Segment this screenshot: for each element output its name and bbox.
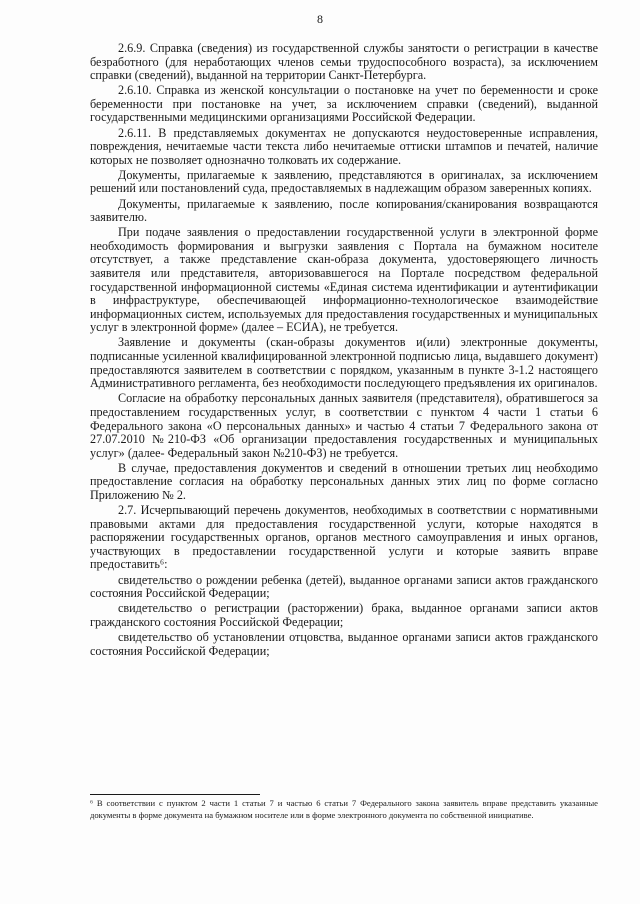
- paragraph: Согласие на обработку персональных данных заявителя (представителя), обратившегося за предоставлением государственных услуг, в соответствии с пунктом 4 части 1 статьи 6 Федерального закона «О персональных данных» и частью 4 статьи 7 Федерального закона от 27.07.2010 №210-ФЗ «Об организации предоставления государственных и муниципальных услуг» (далее- Федеральный закон №210-ФЗ) не требуется.: [90, 391, 598, 460]
- list-item: свидетельство об установлении отцовства, выданное органами записи актов гражданского состояния Российской Федерации;: [90, 629, 598, 658]
- page-number: 8: [317, 12, 323, 26]
- paragraph: Документы, прилагаемые к заявлению, после копирования/сканирования возвращаются заявителю.: [90, 196, 598, 225]
- paragraph: 2.6.9. Справка (сведения) из государственной службы занятости о регистрации в качестве безработного (для неработающих членов семьи трудоспособного возраста), за исключением справки (сведений), выданной на территории Санкт-Петербурга.: [90, 41, 598, 83]
- paragraph: Документы, прилагаемые к заявлению, представляются в оригиналах, за исключением решений или постановлений суда, предоставляемых в надлежащим образом заверенных копиях.: [90, 167, 598, 196]
- paragraph: В случае, предоставления документов и сведений в отношении третьих лиц необходимо предоставление согласия на обработку персональных данных этих лиц по форме согласно Приложению № 2.: [90, 460, 598, 502]
- paragraph: При подаче заявления о предоставлении государственной услуги в электронной форме необходимость формирования и выгрузки заявления с Портала на бумажном носителе отсутствует, а также представление скан-образа документа, удостоверяющего личность заявителя или представителя, авторизовавшегося на Портале посредством федеральной государственной информационной системы «Единая система идентификации и аутентификации в инфраструктуре, обеспечивающей информационно-технологическое взаимодействие информационных систем, используемых для предоставления государственных и муниципальных услуг в электронной форме» (далее – ЕСИА), не требуется.: [90, 225, 598, 335]
- list-item: свидетельство о регистрации (расторжении) брака, выданное органами записи актов гражданского состояния Российской Федерации;: [90, 601, 598, 629]
- footnote: ⁶ В соответствии с пунктом 2 части 1 статьи 7 и частью 6 статьи 7 Федерального закона заявитель вправе представить указанные документы в форме документа на бумажном носителе или в форме электронного документа по собственной инициативе.: [90, 798, 598, 820]
- paragraph: Заявление и документы (скан-образы документов и(или) электронные документы, подписанные усиленной квалифицированной электронной подписью лица, выдавшего документ) предоставляются заявителем в соответствии с порядком, указанным в пункте 3-1.2 настоящего Административного регламента, без необходимости последующего предъявления их оригиналов.: [90, 335, 598, 391]
- paragraph: 2.6.11. В представляемых документах не допускаются неудостоверенные исправления, повреждения, нечитаемые части текста либо нечитаемые оттиски штампов и печатей, наличие которых не позволяет однозначно толковать их содержание.: [90, 125, 598, 167]
- body-text: [90, 42, 598, 660]
- paragraph: 2.6.10. Справка из женской консультации о постановке на учет по беременности и сроке беременности при постановке на учет, за исключением справки (сведений), выданной государственными медицинскими организациями Российской Федерации.: [90, 83, 598, 125]
- list-item: свидетельство о рождении ребенка (детей), выданное органами записи актов гражданского состояния Российской Федерации;: [90, 572, 598, 601]
- footnote-divider: [90, 794, 260, 795]
- paragraph: 2.7. Исчерпывающий перечень документов, необходимых в соответствии с нормативными правовыми актами для предоставления государственной услуги, которые находятся в распоряжении государственных органов, органов местного самоуправления и иных органов, участвующих в предоставлении государственной услуги и которые заявить вправе предоставить⁶:: [90, 503, 598, 572]
